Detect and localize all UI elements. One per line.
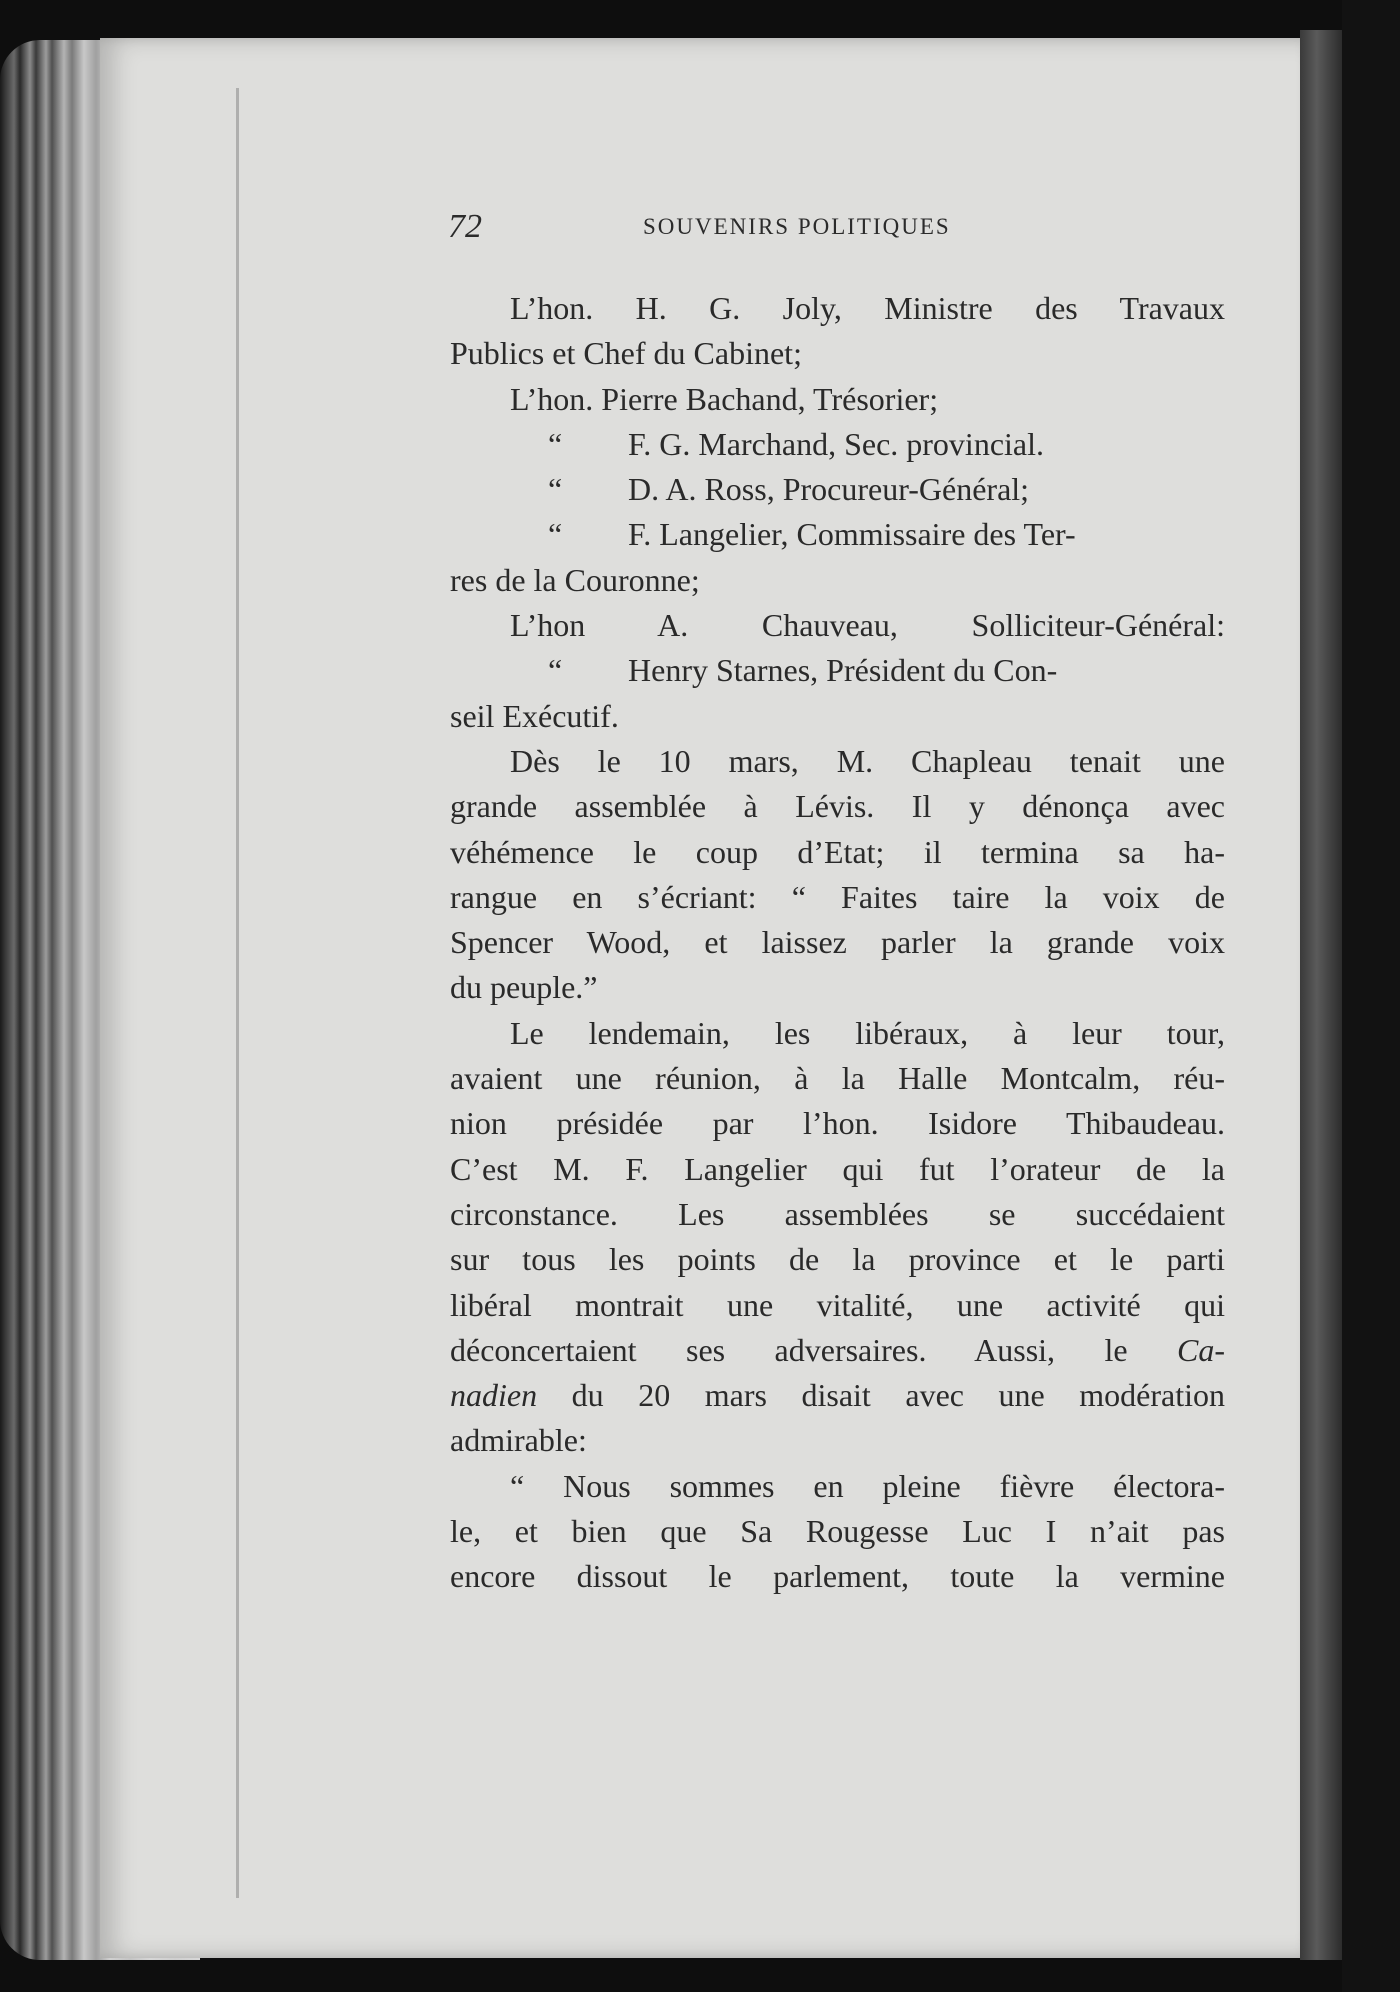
text-line: nion présidée par l’hon. Isidore Thibaudeau.: [450, 1105, 1225, 1142]
text-line: admirable:: [450, 1422, 587, 1459]
text-line: C’est M. F. Langelier qui fut l’orateur de la: [450, 1150, 1225, 1187]
italic-segment: nadien: [450, 1377, 538, 1414]
text-line-ditto: [450, 512, 1225, 557]
background-dark: [1342, 0, 1400, 1992]
text-line: L’hon. H. G. Joly, Ministre des Travaux: [510, 290, 1225, 326]
italic-segment: Ca-: [1177, 1331, 1225, 1368]
text-line: véhémence le coup d’Etat; il termina sa ha-: [450, 833, 1225, 870]
ditto-line-text: F. Langelier, Commissaire des Ter-: [628, 516, 1076, 553]
text-line: du peuple.”: [450, 969, 598, 1006]
text-line: L’hon. Pierre Bachand, Trésorier;: [510, 380, 939, 417]
text-line: Le lendemain, les libéraux, à leur tour,: [510, 1014, 1225, 1051]
text-line-ditto: [450, 422, 1225, 467]
book-binding-shadow: [1300, 30, 1342, 1960]
text-line: L’hon A. Chauveau, Solliciteur-Général:: [510, 607, 1225, 644]
text-line: sur tous les points de la province et le parti: [450, 1241, 1225, 1278]
text-line: Publics et Chef du Cabinet;: [450, 335, 802, 372]
ditto-line-text: F. G. Marchand, Sec. provincial.: [628, 425, 1044, 462]
text-segment: déconcertaient ses adversaires. Aussi, le: [450, 1331, 1177, 1368]
ditto-line-text: Henry Starnes, Président du Con-: [628, 652, 1058, 689]
text-line-ditto: [450, 648, 1225, 693]
text-line: Spencer Wood, et laissez parler la grande voix: [450, 924, 1225, 961]
running-head: SOUVENIRS POLITIQUES: [643, 214, 951, 239]
text-line: libéral montrait une vitalité, une activité qui: [450, 1286, 1225, 1323]
text-line: le, et bien que Sa Rougesse Luc I n’ait pas: [450, 1513, 1225, 1550]
body-text: [450, 286, 1225, 1600]
text-line: “ Nous sommes en pleine fièvre électora-: [510, 1467, 1225, 1504]
text-line: rangue en s’écriant: “ Faites taire la voix de: [450, 878, 1225, 915]
text-line-italic: [450, 1373, 1225, 1418]
text-segment: du 20 mars disait avec une modération: [537, 1377, 1225, 1414]
ditto-line-text: D. A. Ross, Procureur-Général;: [628, 471, 1030, 508]
text-line: circonstance. Les assemblées se succédaient: [450, 1195, 1225, 1232]
text-line: res de la Couronne;: [450, 561, 700, 598]
text-line-italic: [450, 1328, 1225, 1373]
ditto-mark: “: [548, 425, 563, 462]
text-line: encore dissout le parlement, toute la vermine: [450, 1558, 1225, 1595]
ditto-mark: “: [548, 471, 563, 508]
page-header: [448, 200, 1233, 250]
text-line: grande assemblée à Lévis. Il y dénonça avec: [450, 788, 1225, 825]
page-fold-line: [236, 88, 239, 1898]
text-line: Dès le 10 mars, M. Chapleau tenait une: [510, 742, 1225, 779]
text-line: seil Exécutif.: [450, 697, 619, 734]
page-number: 72: [448, 208, 482, 245]
ditto-mark: “: [548, 516, 563, 553]
text-line: avaient une réunion, à la Halle Montcalm, réu-: [450, 1060, 1225, 1097]
ditto-mark: “: [548, 652, 563, 689]
text-line-ditto: [450, 467, 1225, 512]
